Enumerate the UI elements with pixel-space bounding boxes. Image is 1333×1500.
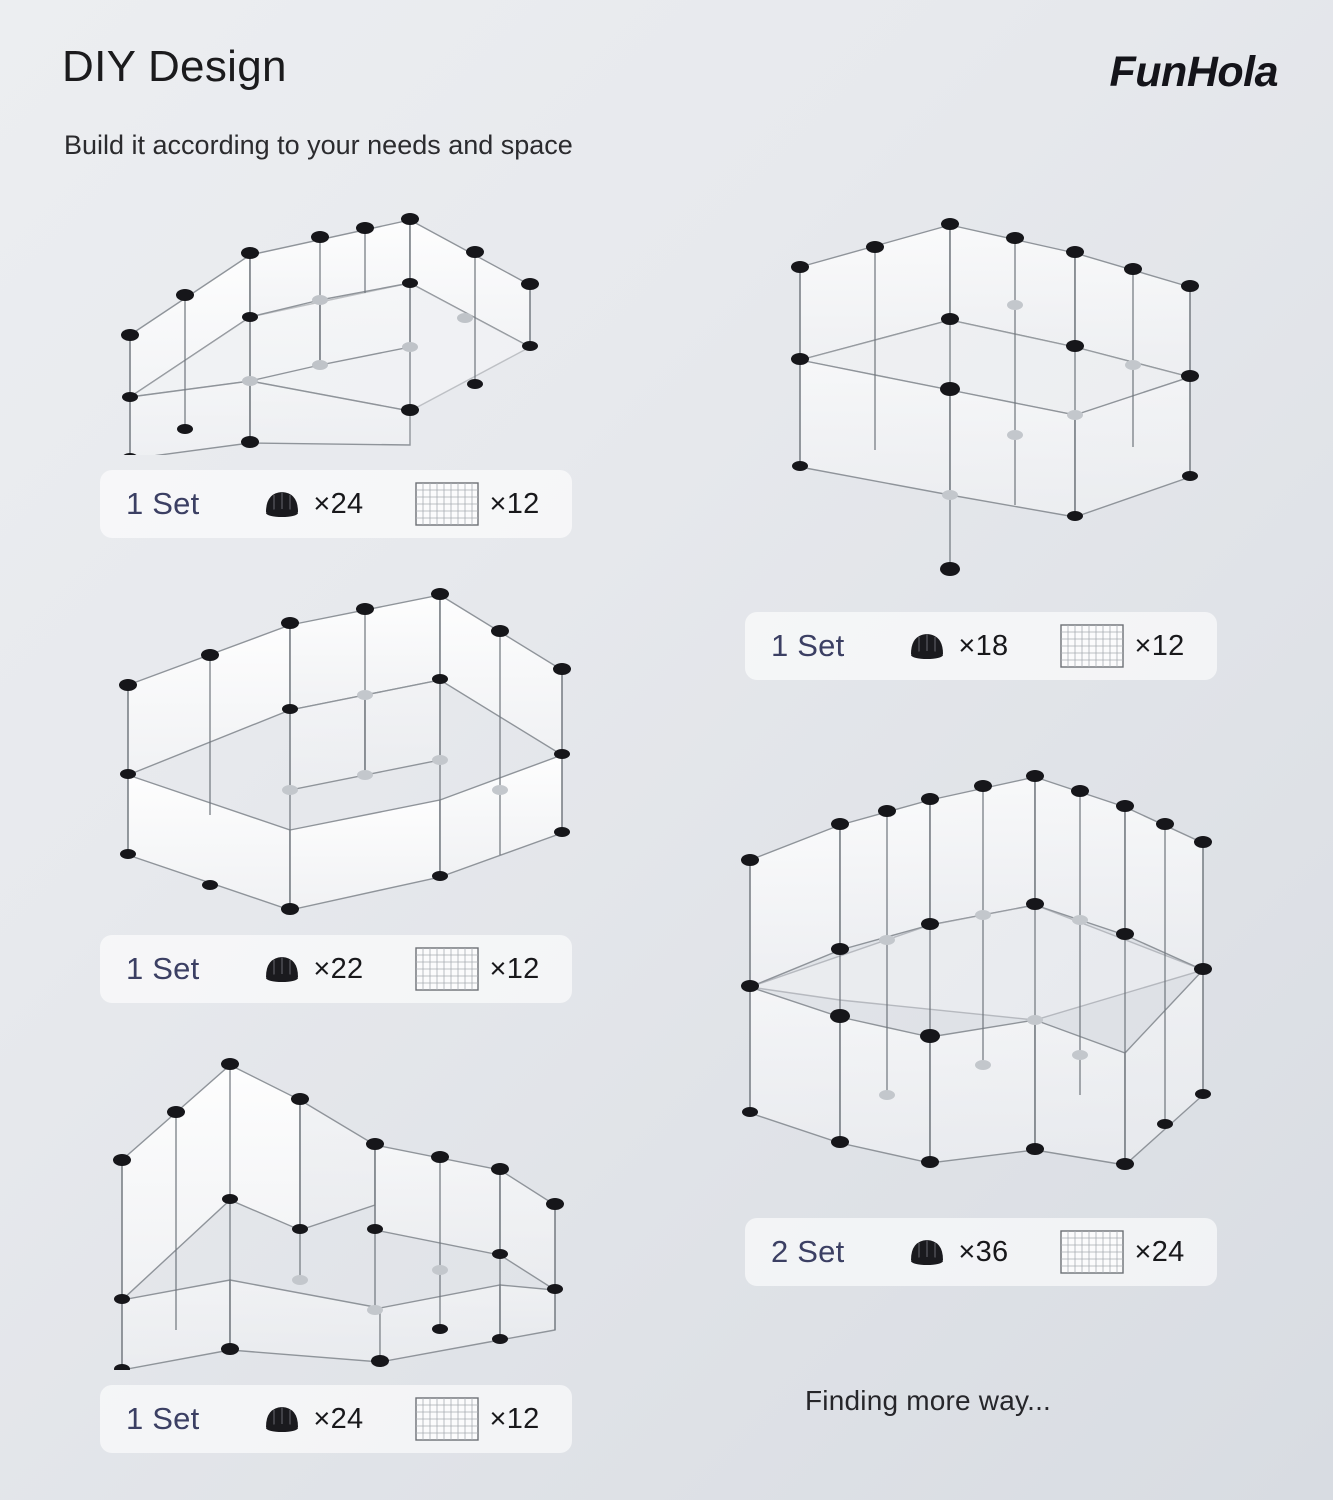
- connector-group: [906, 629, 1008, 663]
- panel-count: ×12: [1134, 629, 1185, 662]
- connector-group: [261, 1402, 363, 1436]
- page-subtitle: Build it according to your needs and space: [64, 130, 573, 160]
- panel-group: [415, 947, 539, 991]
- brand-logo: FunHola: [1109, 48, 1278, 96]
- panel-group: [1060, 1230, 1184, 1274]
- connector-count: ×36: [958, 1235, 1009, 1268]
- connector-icon: [261, 1402, 303, 1436]
- figure-l-shape-24: [100, 1040, 570, 1370]
- caption-open-top-22: [100, 935, 572, 1003]
- connector-icon: [261, 487, 303, 521]
- set-label: 2 Set: [771, 1234, 845, 1269]
- connector-count: ×22: [313, 952, 364, 985]
- page-title: DIY Design: [62, 42, 287, 91]
- footnote: Finding more way...: [805, 1385, 1052, 1416]
- panel-count: ×24: [1134, 1235, 1185, 1268]
- connector-count: ×24: [313, 487, 364, 520]
- panel-count: ×12: [489, 1402, 540, 1435]
- caption-large-two-level-36: [745, 1218, 1217, 1286]
- panel-grid-icon: [415, 482, 479, 526]
- connector-count: ×24: [313, 1402, 364, 1435]
- panel-group: [415, 482, 539, 526]
- connector-icon: [906, 1235, 948, 1269]
- connector-icon: [906, 629, 948, 663]
- panel-grid-icon: [415, 947, 479, 991]
- panel-count: ×12: [489, 487, 540, 520]
- figure-open-top-22: [110, 585, 580, 915]
- set-label: 1 Set: [771, 628, 845, 663]
- header: [0, 0, 1333, 190]
- figure-single-layer-24: [110, 195, 570, 455]
- panel-count: ×12: [489, 952, 540, 985]
- pen-diagram-large-two-level: [725, 765, 1225, 1205]
- panel-group: [1060, 624, 1184, 668]
- pen-diagram-open-top: [110, 585, 580, 915]
- panel-grid-icon: [1060, 1230, 1124, 1274]
- panel-grid-icon: [1060, 624, 1124, 668]
- caption-two-level-18: [745, 612, 1217, 680]
- connector-group: [906, 1235, 1008, 1269]
- figure-large-two-level-36: [725, 765, 1225, 1205]
- panel-grid-icon: [415, 1397, 479, 1441]
- connector-count: ×18: [958, 629, 1009, 662]
- set-label: 1 Set: [126, 1401, 200, 1436]
- pen-diagram-l-shape: [100, 1040, 570, 1370]
- caption-single-layer-24: [100, 470, 572, 538]
- panel-group: [415, 1397, 539, 1441]
- connector-group: [261, 952, 363, 986]
- set-label: 1 Set: [126, 486, 200, 521]
- connector-group: [261, 487, 363, 521]
- set-label: 1 Set: [126, 951, 200, 986]
- pen-diagram-single-layer: [110, 195, 570, 455]
- connector-icon: [261, 952, 303, 986]
- caption-l-shape-24: [100, 1385, 572, 1453]
- pen-diagram-two-level: [775, 195, 1215, 595]
- figure-two-level-18: [775, 195, 1215, 595]
